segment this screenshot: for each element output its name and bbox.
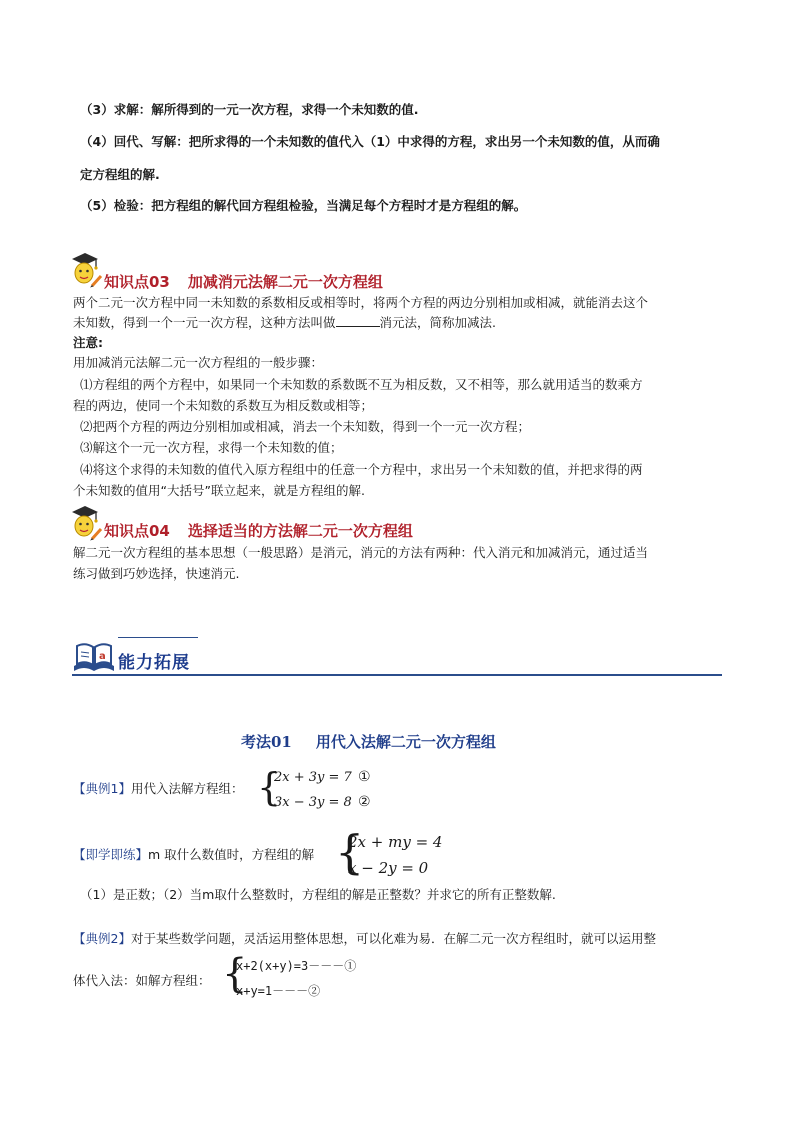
kp04-line1: 解二元一次方程组的基本思想（一般思路）是消元，消元的方法有两种：代入消元和加减消元，通过适当 [73, 545, 649, 560]
kp04-number: 知识点04 [104, 522, 170, 540]
practice-question: （1）是正数；（2）当m取什么整数时，方程组的解是正整数？并求它的所有正整数解. [80, 887, 556, 902]
example1-text: 用代入法解方程组： [130, 781, 244, 796]
section-accent-rule [118, 637, 198, 638]
example2-eq1: x+2(x+y)=3－－－① [236, 959, 357, 973]
example2-tag: 【典例2】 [73, 931, 131, 946]
example2-line2: 体代入法：如解方程组： [73, 973, 211, 988]
kaofa01-number: 考法01 [241, 733, 292, 751]
kp04-heading [104, 520, 413, 541]
kp03-heading [104, 271, 383, 292]
fill-blank [336, 315, 380, 327]
kp03-item: 程的两边，使同一个未知数的系数互为相反数或相等； [73, 398, 374, 413]
open-book-icon [72, 638, 116, 674]
example2-brace: { [222, 951, 248, 997]
kp04-line2: 练习做到巧妙选择，快速消元. [73, 566, 240, 581]
kp03-intro-line1: 两个二元一次方程中同一未知数的系数相反或相等时，将两个方程的两边分别相加或相减，就能消去这个 [73, 295, 649, 310]
step-3: （3）求解：解所得到的一元一次方程，求得一个未知数的值. [80, 102, 419, 117]
kp03-item: 个未知数的值用“大括号”联立起来，就是方程组的解. [73, 483, 365, 498]
practice-eq1: 2x + my = 4 [348, 833, 443, 851]
kp03-intro-line2 [73, 315, 496, 331]
equation-mark-2: ② [358, 794, 371, 810]
practice-eq2: x − 2y = 0 [348, 859, 429, 877]
example2-line1 [73, 931, 656, 947]
section-divider [72, 674, 722, 676]
kaofa01-heading [241, 731, 496, 752]
step-4-cont: 定方程组的解. [80, 167, 160, 182]
kaofa01-title: 用代入法解二元一次方程组 [315, 733, 496, 751]
kp03-intro-before: 未知数，得到一个一元一次方程，这种方法叫做 [73, 315, 336, 330]
practice-text: m 取什么数值时，方程组的解 [148, 847, 315, 862]
kp03-item: ⑶解这个一元一次方程，求得一个未知数的值； [80, 440, 343, 455]
section-title: 能力拓展 [118, 653, 190, 673]
kp03-number: 知识点03 [104, 273, 170, 291]
example2-eq2: x+y=1－－－② [236, 984, 321, 998]
kp03-intro-after: 消元法，简称加减法. [379, 315, 496, 330]
example1-eq1: 2x + 3y = 7 [274, 770, 352, 785]
practice-prompt [73, 847, 314, 863]
example1-brace: { [257, 765, 282, 809]
example2-text: 对于某些数学问题，灵活运用整体思想，可以化难为易．在解二元一次方程组时，就可以运用整 [130, 931, 656, 946]
kp03-item: ⑴方程组的两个方程中，如果同一个未知数的系数既不互为相反数，又不相等，那么就用适当的数乘方 [80, 377, 643, 392]
kp03-note-label: 注意: [73, 335, 103, 350]
practice-tag: 【即学即练】 [73, 847, 149, 862]
practice-brace: { [335, 825, 365, 879]
kp03-title: 加减消元法解二元一次方程组 [187, 273, 383, 291]
svg-text:a: a [99, 651, 106, 662]
example1-tag: 【典例1】 [73, 781, 131, 796]
example1-prompt [73, 781, 243, 797]
graduate-pencil-icon [68, 503, 104, 541]
graduate-pencil-icon [68, 250, 104, 288]
kp03-general-steps: 用加减消元法解二元一次方程组的一般步骤： [73, 355, 324, 370]
example1-eq2: 3x − 3y = 8 [274, 795, 352, 810]
step-4: （4）回代、写解：把所求得的一个未知数的值代入（1）中求得的方程，求出另一个未知数的值，从而确 [80, 134, 660, 149]
equation-mark-1: ① [358, 769, 371, 785]
step-5: （5）检验：把方程组的解代回方程组检验，当满足每个方程时才是方程组的解。 [80, 198, 527, 213]
kp03-item: ⑵把两个方程的两边分别相加或相减，消去一个未知数，得到一个一元一次方程； [80, 419, 531, 434]
kp04-title: 选择适当的方法解二元一次方程组 [187, 522, 413, 540]
kp03-item: ⑷将这个求得的未知数的值代入原方程组中的任意一个方程中，求出另一个未知数的值，并把求得的两 [80, 462, 643, 477]
